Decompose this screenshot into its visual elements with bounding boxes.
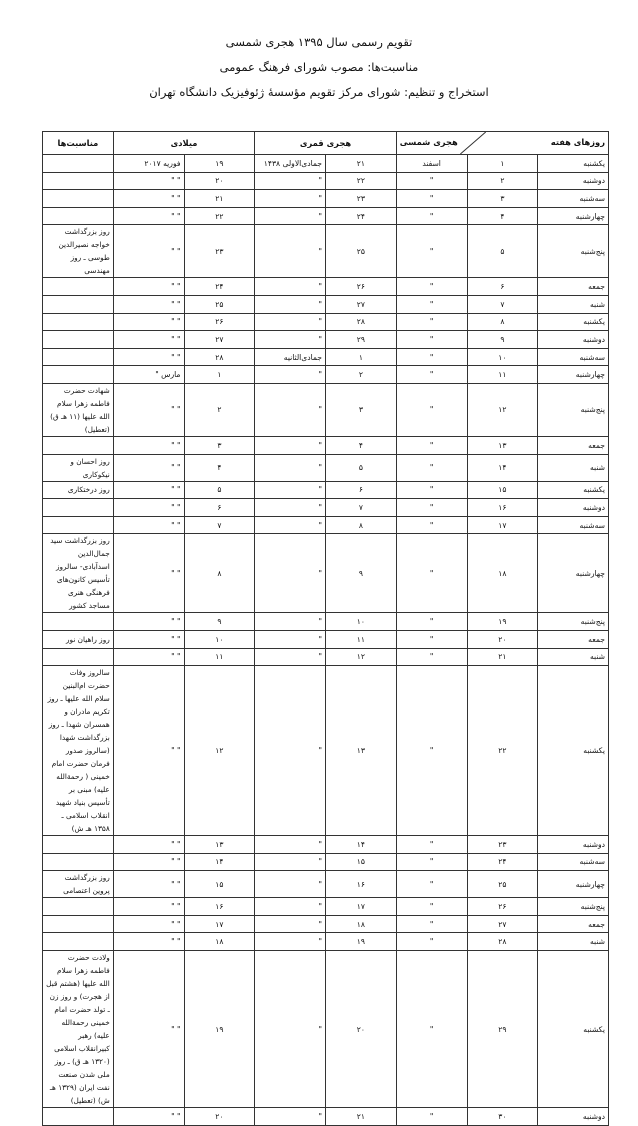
table-row [43, 331, 609, 349]
solar-month-cell: " [396, 172, 467, 190]
lunar-month-cell: " [255, 207, 326, 225]
gregorian-day-cell: ۱۸ [184, 933, 255, 951]
table-row [43, 366, 609, 384]
gregorian-month-cell: " " [113, 915, 184, 933]
lunar-day-cell: ۱۹ [326, 933, 397, 951]
solar-month-cell: " [396, 190, 467, 208]
lunar-day-cell: ۱۵ [326, 853, 397, 871]
solar-day-cell: ۲۳ [467, 836, 538, 854]
gregorian-month-cell: " " [113, 898, 184, 916]
event-cell [43, 898, 114, 916]
gregorian-month-cell: " " [113, 499, 184, 517]
lunar-month-cell: " [255, 366, 326, 384]
solar-month-cell: اسفند [396, 155, 467, 173]
event-cell: روز بزرگداشت خواجه نصیرالدین طوسی ـ روز مهندسی [43, 225, 114, 278]
calendar-body [43, 155, 609, 1126]
solar-month-cell: " [396, 1108, 467, 1126]
event-cell [43, 331, 114, 349]
lunar-day-cell: ۱۰ [326, 613, 397, 631]
weekday-cell: یکشنبه [538, 481, 609, 499]
gregorian-day-cell: ۲۷ [184, 331, 255, 349]
lunar-month-cell: " [255, 898, 326, 916]
lunar-day-cell: ۲۸ [326, 313, 397, 331]
gregorian-day-cell: ۲۵ [184, 295, 255, 313]
lunar-month-cell: " [255, 1108, 326, 1126]
table-row [43, 172, 609, 190]
event-cell: روز احسان و نیکوکاری [43, 454, 114, 481]
event-cell [43, 613, 114, 631]
weekday-cell: شنبه [538, 648, 609, 666]
lunar-day-cell: ۴ [326, 436, 397, 454]
solar-month-cell: " [396, 225, 467, 278]
lunar-month-cell: " [255, 190, 326, 208]
weekday-cell: سه‌شنبه [538, 348, 609, 366]
solar-month-cell: " [396, 516, 467, 534]
gregorian-day-cell: ۱۱ [184, 648, 255, 666]
gregorian-month-cell: " " [113, 666, 184, 836]
table-row [43, 613, 609, 631]
table-row [43, 871, 609, 898]
lunar-month-cell: " [255, 871, 326, 898]
solar-day-cell: ۲۸ [467, 933, 538, 951]
table-row [43, 951, 609, 1108]
table-row [43, 648, 609, 666]
solar-month-cell: " [396, 481, 467, 499]
solar-month-cell: " [396, 383, 467, 436]
gregorian-month-cell: " " [113, 836, 184, 854]
weekday-cell: یکشنبه [538, 951, 609, 1108]
gregorian-day-cell: ۲۱ [184, 190, 255, 208]
lunar-month-cell: " [255, 481, 326, 499]
event-cell [43, 348, 114, 366]
gregorian-day-cell: ۵ [184, 481, 255, 499]
solar-month-cell: " [396, 207, 467, 225]
gregorian-day-cell: ۷ [184, 516, 255, 534]
table-row [43, 516, 609, 534]
solar-month-cell: " [396, 951, 467, 1108]
gregorian-day-cell: ۱۵ [184, 871, 255, 898]
table-row [43, 499, 609, 517]
solar-month-cell: " [396, 313, 467, 331]
event-cell [43, 933, 114, 951]
weekday-cell: دوشنبه [538, 836, 609, 854]
lunar-header: هجری قمری [255, 132, 397, 155]
weekday-cell: پنج‌شنبه [538, 898, 609, 916]
event-cell: شهادت حضرت فاطمه زهرا سلام الله علیها (۱۱ هـ ق) (تعطیل) [43, 383, 114, 436]
table-row [43, 383, 609, 436]
table-row [43, 666, 609, 836]
gregorian-month-cell: " " [113, 516, 184, 534]
solar-day-cell: ۷ [467, 295, 538, 313]
page-header [0, 30, 638, 105]
weekday-cell: دوشنبه [538, 331, 609, 349]
lunar-day-cell: ۲۰ [326, 951, 397, 1108]
event-cell [43, 172, 114, 190]
solar-day-cell: ۱ [467, 155, 538, 173]
solar-header: هجری شمسی [399, 137, 458, 147]
event-cell [43, 853, 114, 871]
solar-day-cell: ۱۹ [467, 613, 538, 631]
table-row [43, 155, 609, 173]
gregorian-day-cell: ۱۷ [184, 915, 255, 933]
lunar-month-cell: جمادی‌الثانیه [255, 348, 326, 366]
gregorian-day-cell: ۲۲ [184, 207, 255, 225]
event-cell [43, 915, 114, 933]
solar-day-cell: ۱۴ [467, 454, 538, 481]
weekday-cell: شنبه [538, 454, 609, 481]
lunar-month-cell: " [255, 666, 326, 836]
event-cell: روز راهیان نور [43, 630, 114, 648]
lunar-day-cell: ۱۸ [326, 915, 397, 933]
solar-month-cell: " [396, 348, 467, 366]
solar-day-cell: ۲۴ [467, 853, 538, 871]
solar-day-cell: ۱۲ [467, 383, 538, 436]
event-cell [43, 836, 114, 854]
event-cell [43, 278, 114, 296]
gregorian-month-cell: " " [113, 278, 184, 296]
weekday-cell: شنبه [538, 933, 609, 951]
lunar-month-cell: " [255, 648, 326, 666]
solar-day-cell: ۱۷ [467, 516, 538, 534]
solar-day-cell: ۳ [467, 190, 538, 208]
table-row [43, 295, 609, 313]
solar-day-cell: ۲۹ [467, 951, 538, 1108]
solar-day-cell: ۶ [467, 278, 538, 296]
event-cell [43, 516, 114, 534]
event-cell [43, 295, 114, 313]
gregorian-month-cell: " " [113, 951, 184, 1108]
lunar-month-cell: " [255, 295, 326, 313]
table-row [43, 481, 609, 499]
table-row [43, 348, 609, 366]
lunar-day-cell: ۸ [326, 516, 397, 534]
lunar-month-cell: " [255, 534, 326, 613]
weekday-cell: چهارشنبه [538, 207, 609, 225]
solar-day-cell: ۲ [467, 172, 538, 190]
solar-month-cell: " [396, 648, 467, 666]
solar-month-cell: " [396, 278, 467, 296]
solar-day-cell: ۱۳ [467, 436, 538, 454]
table-row [43, 915, 609, 933]
table-row [43, 313, 609, 331]
gregorian-day-cell: ۲۶ [184, 313, 255, 331]
gregorian-month-cell: " " [113, 348, 184, 366]
solar-month-cell: " [396, 499, 467, 517]
lunar-day-cell: ۲۱ [326, 155, 397, 173]
solar-month-cell: " [396, 898, 467, 916]
table-row [43, 225, 609, 278]
solar-month-cell: " [396, 915, 467, 933]
table-row [43, 278, 609, 296]
lunar-month-cell: " [255, 915, 326, 933]
lunar-day-cell: ۱ [326, 348, 397, 366]
solar-month-cell: " [396, 666, 467, 836]
lunar-month-cell: " [255, 951, 326, 1108]
gregorian-day-cell: ۱۰ [184, 630, 255, 648]
event-cell [43, 155, 114, 173]
lunar-month-cell: " [255, 933, 326, 951]
calendar-table-wrapper [42, 131, 609, 1126]
solar-month-cell: " [396, 871, 467, 898]
table-row [43, 933, 609, 951]
gregorian-month-cell: " " [113, 648, 184, 666]
weekday-cell: یکشنبه [538, 313, 609, 331]
gregorian-day-cell: ۲ [184, 383, 255, 436]
lunar-day-cell: ۲۶ [326, 278, 397, 296]
gregorian-month-cell: " " [113, 534, 184, 613]
gregorian-month-cell: " " [113, 481, 184, 499]
gregorian-day-cell: ۱۳ [184, 836, 255, 854]
weekday-cell: یکشنبه [538, 155, 609, 173]
weekday-cell: چهارشنبه [538, 534, 609, 613]
gregorian-day-cell: ۱۶ [184, 898, 255, 916]
event-cell [43, 190, 114, 208]
solar-month-cell: " [396, 836, 467, 854]
event-cell [43, 313, 114, 331]
table-row [43, 190, 609, 208]
page-subtitle: مناسبت‌ها: مصوب شورای فرهنگ عمومی [219, 60, 419, 74]
lunar-month-cell: " [255, 278, 326, 296]
gregorian-day-cell: ۲۴ [184, 278, 255, 296]
solar-month-cell: " [396, 366, 467, 384]
lunar-month-cell: " [255, 436, 326, 454]
solar-month-cell: " [396, 295, 467, 313]
gregorian-day-cell: ۴ [184, 454, 255, 481]
gregorian-day-cell: ۲۰ [184, 172, 255, 190]
weekday-cell: جمعه [538, 630, 609, 648]
lunar-day-cell: ۱۲ [326, 648, 397, 666]
weekday-cell: دوشنبه [538, 499, 609, 517]
gregorian-month-cell: " " [113, 630, 184, 648]
gregorian-day-cell: ۱۹ [184, 155, 255, 173]
event-cell [43, 366, 114, 384]
table-row [43, 207, 609, 225]
lunar-month-cell: " [255, 853, 326, 871]
lunar-day-cell: ۱۷ [326, 898, 397, 916]
lunar-month-cell: " [255, 836, 326, 854]
gregorian-header: میلادی [113, 132, 255, 155]
gregorian-month-cell: فوریه ۲۰۱۷ [113, 155, 184, 173]
solar-month-cell: " [396, 933, 467, 951]
solar-day-cell: ۲۲ [467, 666, 538, 836]
gregorian-day-cell: ۲۸ [184, 348, 255, 366]
weekday-cell: جمعه [538, 278, 609, 296]
weekday-cell: چهارشنبه [538, 871, 609, 898]
solar-day-cell: ۹ [467, 331, 538, 349]
solar-day-cell: ۱۰ [467, 348, 538, 366]
lunar-day-cell: ۲ [326, 366, 397, 384]
lunar-month-cell: " [255, 499, 326, 517]
page-title: تقویم رسمی سال ۱۳۹۵ هجری شمسی [225, 35, 413, 49]
weekday-cell: سه‌شنبه [538, 190, 609, 208]
lunar-day-cell: ۲۹ [326, 331, 397, 349]
gregorian-month-cell: " " [113, 190, 184, 208]
lunar-month-cell: " [255, 331, 326, 349]
solar-day-cell: ۲۷ [467, 915, 538, 933]
lunar-day-cell: ۲۴ [326, 207, 397, 225]
lunar-month-cell: " [255, 383, 326, 436]
gregorian-day-cell: ۲۰ [184, 1108, 255, 1126]
event-cell [43, 648, 114, 666]
event-cell: سالروز وفات حضرت ام‌البنین سلام الله علیها ـ روز تکریم مادران و همسران شهدا ـ روز بزرگداشت شهدا (سالروز صدور فرمان حضرت امام خمینی ( رحمة‌الله علیه) مبنی بر تأسیس بنیاد شهید انقلاب اسلامی ـ ۱۳۵۸ هـ ش) [43, 666, 114, 836]
solar-month-cell: " [396, 436, 467, 454]
weekday-cell: سه‌شنبه [538, 853, 609, 871]
gregorian-month-cell: " " [113, 853, 184, 871]
gregorian-month-cell: " " [113, 313, 184, 331]
solar-month-cell: " [396, 454, 467, 481]
event-cell: روز درختکاری [43, 481, 114, 499]
lunar-day-cell: ۹ [326, 534, 397, 613]
lunar-day-cell: ۶ [326, 481, 397, 499]
solar-day-cell: ۲۰ [467, 630, 538, 648]
gregorian-month-cell: " " [113, 295, 184, 313]
weekday-solar-header [396, 132, 608, 155]
table-row [43, 436, 609, 454]
gregorian-month-cell: " " [113, 331, 184, 349]
solar-day-cell: ۲۶ [467, 898, 538, 916]
page-credit: استخراج و تنظیم: شورای مرکز تقویم مؤسسهٔ ژئوفیزیک دانشگاه تهران [149, 85, 489, 99]
gregorian-month-cell: " " [113, 871, 184, 898]
lunar-day-cell: ۱۳ [326, 666, 397, 836]
weekday-cell: دوشنبه [538, 172, 609, 190]
solar-day-cell: ۲۱ [467, 648, 538, 666]
calendar-table [42, 131, 609, 1126]
gregorian-day-cell: ۱۹ [184, 951, 255, 1108]
gregorian-month-cell: " " [113, 436, 184, 454]
weekday-cell: جمعه [538, 436, 609, 454]
gregorian-month-cell: " " [113, 383, 184, 436]
weekday-cell: جمعه [538, 915, 609, 933]
solar-month-cell: " [396, 630, 467, 648]
table-row [43, 853, 609, 871]
solar-day-cell: ۸ [467, 313, 538, 331]
gregorian-day-cell: ۸ [184, 534, 255, 613]
weekday-cell: یکشنبه [538, 666, 609, 836]
gregorian-month-cell: " " [113, 933, 184, 951]
weekday-cell: چهارشنبه [538, 366, 609, 384]
gregorian-day-cell: ۱ [184, 366, 255, 384]
weekday-cell: پنج‌شنبه [538, 613, 609, 631]
gregorian-day-cell: ۲۳ [184, 225, 255, 278]
lunar-day-cell: ۷ [326, 499, 397, 517]
lunar-month-cell: " [255, 225, 326, 278]
event-cell: ولادت حضرت فاطمه زهرا سلام الله علیها (هشتم قبل از هجرت) و روز زن ـ تولد حضرت امام خمینی رحمة‌الله علیه) رهبر کبیرانقلاب اسلامی (۱۳۲۰ هـ ق) ـ روز ملی شدن صنعت نفت ایران (۱۳۲۹ هـ ش) (تعطیل) [43, 951, 114, 1108]
table-row [43, 630, 609, 648]
solar-day-cell: ۱۵ [467, 481, 538, 499]
lunar-day-cell: ۲۳ [326, 190, 397, 208]
solar-day-cell: ۱۱ [467, 366, 538, 384]
solar-day-cell: ۴ [467, 207, 538, 225]
gregorian-month-cell: " " [113, 613, 184, 631]
events-header: مناسبت‌ها [43, 132, 114, 155]
table-row [43, 1108, 609, 1126]
solar-month-cell: " [396, 534, 467, 613]
lunar-day-cell: ۵ [326, 454, 397, 481]
gregorian-day-cell: ۹ [184, 613, 255, 631]
gregorian-month-cell: " " [113, 454, 184, 481]
lunar-day-cell: ۱۱ [326, 630, 397, 648]
table-row [43, 454, 609, 481]
lunar-day-cell: ۲۲ [326, 172, 397, 190]
weekday-cell: پنج‌شنبه [538, 225, 609, 278]
gregorian-day-cell: ۱۲ [184, 666, 255, 836]
solar-day-cell: ۱۶ [467, 499, 538, 517]
gregorian-month-cell: مارس " [113, 366, 184, 384]
table-header-row [43, 132, 609, 155]
event-cell [43, 1108, 114, 1126]
lunar-month-cell: جمادی‌الاولی ۱۴۳۸ [255, 155, 326, 173]
lunar-day-cell: ۱۴ [326, 836, 397, 854]
solar-day-cell: ۱۸ [467, 534, 538, 613]
event-cell [43, 436, 114, 454]
lunar-month-cell: " [255, 613, 326, 631]
weekday-cell: سه‌شنبه [538, 516, 609, 534]
lunar-month-cell: " [255, 454, 326, 481]
gregorian-day-cell: ۳ [184, 436, 255, 454]
event-cell [43, 499, 114, 517]
lunar-month-cell: " [255, 516, 326, 534]
gregorian-month-cell: " " [113, 207, 184, 225]
solar-month-cell: " [396, 331, 467, 349]
lunar-month-cell: " [255, 313, 326, 331]
solar-day-cell: ۲۵ [467, 871, 538, 898]
solar-month-cell: " [396, 853, 467, 871]
event-cell: روز بزرگداشت پروین اعتصامی [43, 871, 114, 898]
lunar-day-cell: ۳ [326, 383, 397, 436]
lunar-day-cell: ۱۶ [326, 871, 397, 898]
gregorian-month-cell: " " [113, 1108, 184, 1126]
lunar-day-cell: ۲۱ [326, 1108, 397, 1126]
lunar-day-cell: ۲۵ [326, 225, 397, 278]
solar-day-cell: ۳۰ [467, 1108, 538, 1126]
weekday-cell: پنج‌شنبه [538, 383, 609, 436]
event-cell: روز بزرگداشت سید جمال‌الدین اسدآبادی- سالروز تأسیس کانون‌های فرهنگی هنری مساجد کشور [43, 534, 114, 613]
table-row [43, 534, 609, 613]
solar-day-cell: ۵ [467, 225, 538, 278]
table-row [43, 836, 609, 854]
solar-month-cell: " [396, 613, 467, 631]
event-cell [43, 207, 114, 225]
weekday-header: روزهای هفته [550, 137, 605, 147]
gregorian-day-cell: ۶ [184, 499, 255, 517]
weekday-cell: دوشنبه [538, 1108, 609, 1126]
weekday-cell: شنبه [538, 295, 609, 313]
gregorian-month-cell: " " [113, 225, 184, 278]
gregorian-month-cell: " " [113, 172, 184, 190]
lunar-month-cell: " [255, 172, 326, 190]
table-row [43, 898, 609, 916]
lunar-month-cell: " [255, 630, 326, 648]
gregorian-day-cell: ۱۴ [184, 853, 255, 871]
lunar-day-cell: ۲۷ [326, 295, 397, 313]
